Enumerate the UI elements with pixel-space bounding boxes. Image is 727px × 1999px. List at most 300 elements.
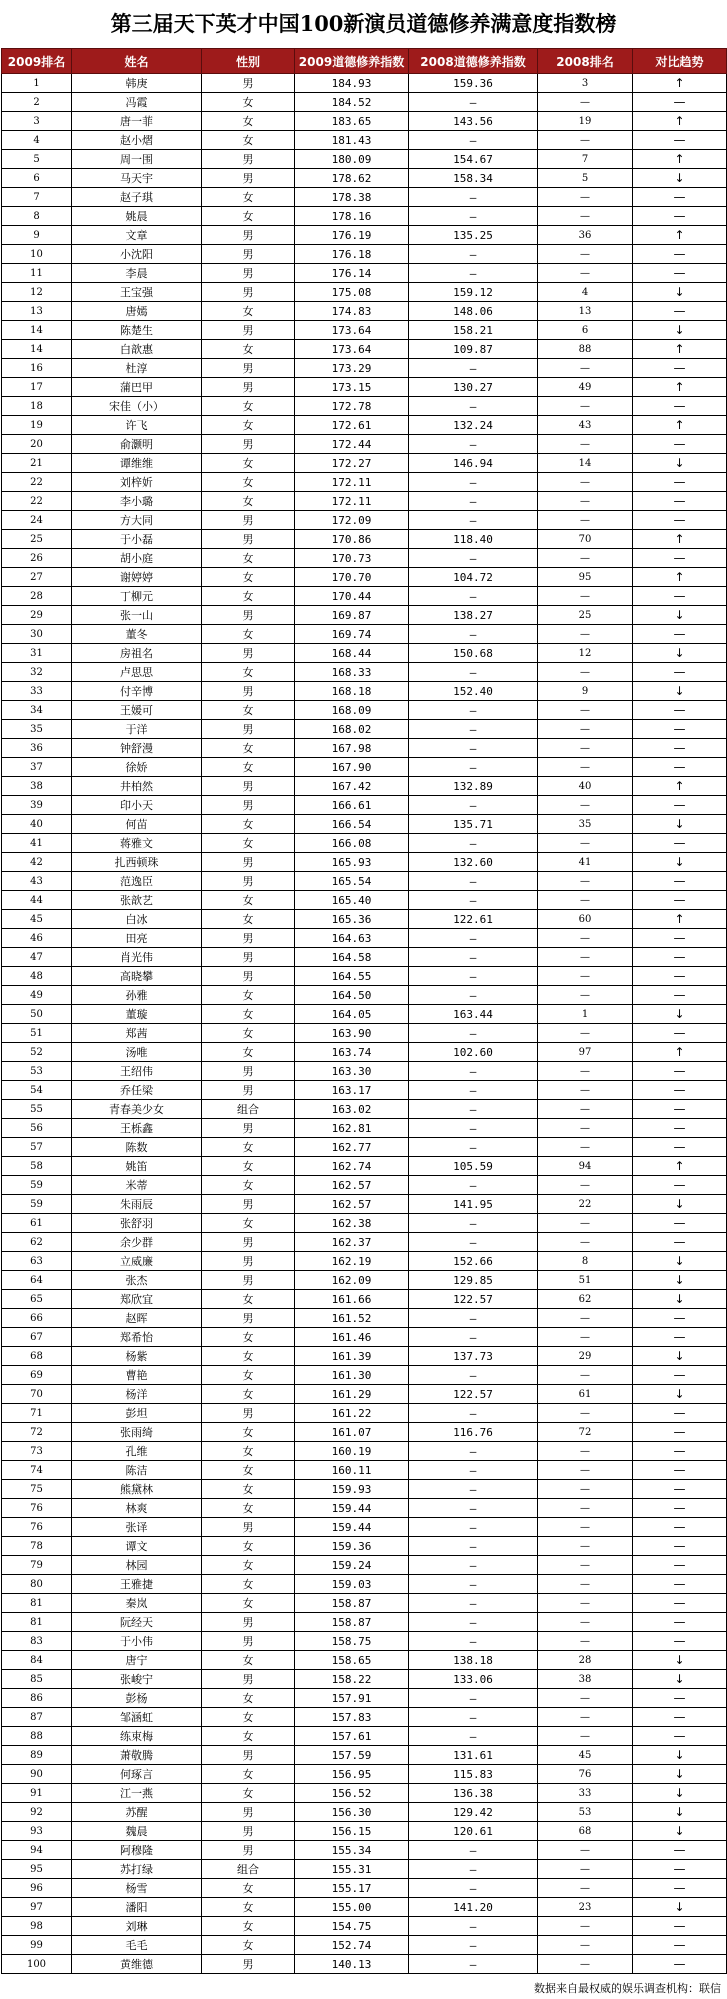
rank-2009-cell: 94 — [2, 1841, 72, 1860]
rank-2009-cell: 63 — [2, 1252, 72, 1271]
table-row — [2, 454, 727, 473]
table-row — [2, 834, 727, 853]
index-2009-cell: 162.81 — [295, 1119, 409, 1138]
rank-2009-cell: 24 — [2, 511, 72, 530]
index-2009-cell: 158.87 — [295, 1613, 409, 1632]
trend-cell: — — [633, 1119, 727, 1138]
name-cell: 张歆艺 — [72, 891, 202, 910]
index-2008-cell: — — [409, 245, 538, 264]
name-cell: 唐一菲 — [72, 112, 202, 131]
table-row — [2, 910, 727, 929]
table-row — [2, 1822, 727, 1841]
index-2009-cell: 156.95 — [295, 1765, 409, 1784]
index-2009-cell: 159.36 — [295, 1537, 409, 1556]
index-2008-cell: — — [409, 872, 538, 891]
gender-cell: 男 — [202, 1955, 295, 1974]
rank-2009-cell: 20 — [2, 435, 72, 454]
rank-2009-cell: 22 — [2, 473, 72, 492]
rank-2009-cell: 88 — [2, 1727, 72, 1746]
rank-2008-cell: 1 — [538, 1005, 633, 1024]
trend-cell: ↓ — [633, 1347, 727, 1366]
index-2008-cell: — — [409, 625, 538, 644]
index-2008-cell: — — [409, 1727, 538, 1746]
index-2008-cell: 115.83 — [409, 1765, 538, 1784]
table-row — [2, 1309, 727, 1328]
name-cell: 王媛可 — [72, 701, 202, 720]
rank-2008-cell: — — [538, 131, 633, 150]
index-2008-cell: 102.60 — [409, 1043, 538, 1062]
rank-2009-cell: 87 — [2, 1708, 72, 1727]
gender-cell: 女 — [202, 1290, 295, 1309]
index-2008-cell: — — [409, 264, 538, 283]
table-row — [2, 1024, 727, 1043]
name-cell: 郑茜 — [72, 1024, 202, 1043]
name-cell: 林爽 — [72, 1499, 202, 1518]
rank-2009-cell: 65 — [2, 1290, 72, 1309]
gender-cell: 男 — [202, 929, 295, 948]
trend-cell: ↓ — [633, 644, 727, 663]
gender-cell: 女 — [202, 1176, 295, 1195]
index-2009-cell: 161.29 — [295, 1385, 409, 1404]
trend-cell: — — [633, 435, 727, 454]
rank-2009-cell: 17 — [2, 378, 72, 397]
index-2008-cell: — — [409, 986, 538, 1005]
name-cell: 杨紫 — [72, 1347, 202, 1366]
table-row — [2, 606, 727, 625]
name-cell: 于洋 — [72, 720, 202, 739]
index-2008-cell: 138.18 — [409, 1651, 538, 1670]
table-row — [2, 473, 727, 492]
trend-cell: ↑ — [633, 530, 727, 549]
rank-2008-cell: — — [538, 1081, 633, 1100]
trend-cell: — — [633, 929, 727, 948]
table-row — [2, 796, 727, 815]
gender-cell: 男 — [202, 264, 295, 283]
rank-2009-cell: 96 — [2, 1879, 72, 1898]
index-2008-cell: 137.73 — [409, 1347, 538, 1366]
trend-cell: — — [633, 1689, 727, 1708]
rank-2008-cell: — — [538, 1594, 633, 1613]
name-cell: 杨雪 — [72, 1879, 202, 1898]
gender-cell: 女 — [202, 1347, 295, 1366]
page-title: 第三届天下英才中国100新演员道德修养满意度指数榜 — [110, 11, 617, 36]
trend-cell: — — [633, 1955, 727, 1974]
table-row — [2, 1594, 727, 1613]
trend-cell: — — [633, 796, 727, 815]
gender-cell: 男 — [202, 1233, 295, 1252]
rank-2009-cell: 6 — [2, 169, 72, 188]
header-index-2009: 2009道德修养指数 — [295, 49, 409, 74]
index-2008-cell: — — [409, 948, 538, 967]
name-cell: 萧敬腾 — [72, 1746, 202, 1765]
gender-cell: 女 — [202, 188, 295, 207]
rank-2009-cell: 67 — [2, 1328, 72, 1347]
index-2009-cell: 162.77 — [295, 1138, 409, 1157]
index-2008-cell: — — [409, 1328, 538, 1347]
rank-2008-cell: — — [538, 986, 633, 1005]
index-2009-cell: 155.17 — [295, 1879, 409, 1898]
gender-cell: 男 — [202, 1271, 295, 1290]
rank-2009-cell: 48 — [2, 967, 72, 986]
name-cell: 田亮 — [72, 929, 202, 948]
table-row — [2, 758, 727, 777]
index-2008-cell: — — [409, 1708, 538, 1727]
rank-2009-cell: 14 — [2, 340, 72, 359]
gender-cell: 男 — [202, 1841, 295, 1860]
index-2009-cell: 184.52 — [295, 93, 409, 112]
name-cell: 林园 — [72, 1556, 202, 1575]
index-2009-cell: 161.39 — [295, 1347, 409, 1366]
rank-2009-cell: 5 — [2, 150, 72, 169]
index-2008-cell: 159.12 — [409, 283, 538, 302]
table-row — [2, 1765, 727, 1784]
table-row — [2, 1005, 727, 1024]
rank-2009-cell: 33 — [2, 682, 72, 701]
gender-cell: 男 — [202, 853, 295, 872]
index-2009-cell: 156.52 — [295, 1784, 409, 1803]
gender-cell: 男 — [202, 359, 295, 378]
rank-2009-cell: 50 — [2, 1005, 72, 1024]
name-cell: 彭坦 — [72, 1404, 202, 1423]
table-row — [2, 1955, 727, 1974]
table-row — [2, 948, 727, 967]
rank-2008-cell: 14 — [538, 454, 633, 473]
table-row — [2, 1062, 727, 1081]
table-row — [2, 1480, 727, 1499]
rank-2009-cell: 74 — [2, 1461, 72, 1480]
rank-2008-cell: 61 — [538, 1385, 633, 1404]
table-row — [2, 1518, 727, 1537]
table-row — [2, 321, 727, 340]
gender-cell: 女 — [202, 986, 295, 1005]
index-2008-cell: — — [409, 663, 538, 682]
name-cell: 魏晨 — [72, 1822, 202, 1841]
rank-2008-cell: — — [538, 93, 633, 112]
index-2009-cell: 161.07 — [295, 1423, 409, 1442]
gender-cell: 女 — [202, 1708, 295, 1727]
header-trend: 对比趋势 — [633, 49, 727, 74]
table-row — [2, 1537, 727, 1556]
index-2009-cell: 156.30 — [295, 1803, 409, 1822]
index-2009-cell: 172.44 — [295, 435, 409, 454]
index-2009-cell: 161.52 — [295, 1309, 409, 1328]
rank-2009-cell: 55 — [2, 1100, 72, 1119]
table-row — [2, 739, 727, 758]
index-2009-cell: 159.44 — [295, 1499, 409, 1518]
gender-cell: 男 — [202, 1081, 295, 1100]
gender-cell: 女 — [202, 587, 295, 606]
rank-2009-cell: 75 — [2, 1480, 72, 1499]
table-row — [2, 891, 727, 910]
name-cell: 姚笛 — [72, 1157, 202, 1176]
table-row — [2, 1100, 727, 1119]
index-2008-cell: 135.71 — [409, 815, 538, 834]
rank-2008-cell: — — [538, 1062, 633, 1081]
table-row — [2, 1708, 727, 1727]
index-2008-cell: 158.21 — [409, 321, 538, 340]
rank-2008-cell: 53 — [538, 1803, 633, 1822]
trend-cell: — — [633, 1024, 727, 1043]
index-2009-cell: 162.57 — [295, 1195, 409, 1214]
name-cell: 徐娇 — [72, 758, 202, 777]
table-row — [2, 1879, 727, 1898]
name-cell: 张舒羽 — [72, 1214, 202, 1233]
table-row — [2, 1860, 727, 1879]
trend-cell: ↑ — [633, 568, 727, 587]
table-row — [2, 549, 727, 568]
index-2008-cell: 154.67 — [409, 150, 538, 169]
rank-2008-cell: 95 — [538, 568, 633, 587]
name-cell: 毛毛 — [72, 1936, 202, 1955]
name-cell: 青春美少女 — [72, 1100, 202, 1119]
trend-cell: ↓ — [633, 169, 727, 188]
gender-cell: 男 — [202, 1822, 295, 1841]
rank-2008-cell: 8 — [538, 1252, 633, 1271]
rank-2008-cell: — — [538, 188, 633, 207]
name-cell: 董冬 — [72, 625, 202, 644]
trend-cell: ↓ — [633, 853, 727, 872]
rank-2008-cell: 23 — [538, 1898, 633, 1917]
index-2009-cell: 174.83 — [295, 302, 409, 321]
table-row — [2, 1195, 727, 1214]
index-2009-cell: 167.42 — [295, 777, 409, 796]
index-2009-cell: 157.61 — [295, 1727, 409, 1746]
gender-cell: 女 — [202, 1765, 295, 1784]
index-2008-cell: 109.87 — [409, 340, 538, 359]
index-2009-cell: 163.30 — [295, 1062, 409, 1081]
rank-2009-cell: 16 — [2, 359, 72, 378]
index-2008-cell: 136.38 — [409, 1784, 538, 1803]
index-2009-cell: 158.75 — [295, 1632, 409, 1651]
gender-cell: 男 — [202, 1632, 295, 1651]
index-2008-cell: 133.06 — [409, 1670, 538, 1689]
rank-2009-cell: 9 — [2, 226, 72, 245]
index-2009-cell: 176.19 — [295, 226, 409, 245]
trend-cell: — — [633, 739, 727, 758]
name-cell: 文章 — [72, 226, 202, 245]
table-header — [2, 49, 727, 74]
index-2008-cell: — — [409, 93, 538, 112]
table-row — [2, 340, 727, 359]
index-2009-cell: 169.87 — [295, 606, 409, 625]
index-2008-cell: — — [409, 1499, 538, 1518]
trend-cell: ↓ — [633, 1784, 727, 1803]
index-2009-cell: 162.37 — [295, 1233, 409, 1252]
name-cell: 王栎鑫 — [72, 1119, 202, 1138]
index-2008-cell: — — [409, 739, 538, 758]
name-cell: 于小伟 — [72, 1632, 202, 1651]
table-row — [2, 188, 727, 207]
rank-2009-cell: 13 — [2, 302, 72, 321]
table-row — [2, 1556, 727, 1575]
table-row — [2, 1670, 727, 1689]
gender-cell: 女 — [202, 701, 295, 720]
gender-cell: 女 — [202, 1727, 295, 1746]
trend-cell: — — [633, 93, 727, 112]
header-gender: 性别 — [202, 49, 295, 74]
index-2008-cell: 122.57 — [409, 1290, 538, 1309]
gender-cell: 男 — [202, 872, 295, 891]
rank-2009-cell: 3 — [2, 112, 72, 131]
trend-cell: — — [633, 397, 727, 416]
table-row — [2, 777, 727, 796]
rank-2008-cell: — — [538, 1499, 633, 1518]
rank-2008-cell: 40 — [538, 777, 633, 796]
index-2008-cell: 150.68 — [409, 644, 538, 663]
index-2008-cell: 130.27 — [409, 378, 538, 397]
rank-2009-cell: 68 — [2, 1347, 72, 1366]
table-row — [2, 720, 727, 739]
gender-cell: 女 — [202, 1594, 295, 1613]
index-2008-cell: — — [409, 1366, 538, 1385]
rank-2009-cell: 76 — [2, 1518, 72, 1537]
trend-cell: — — [633, 1062, 727, 1081]
index-2009-cell: 157.83 — [295, 1708, 409, 1727]
index-2009-cell: 164.05 — [295, 1005, 409, 1024]
table-row — [2, 93, 727, 112]
gender-cell: 女 — [202, 910, 295, 929]
trend-cell: — — [633, 245, 727, 264]
rank-2009-cell: 91 — [2, 1784, 72, 1803]
index-2008-cell: 129.42 — [409, 1803, 538, 1822]
name-cell: 冯霞 — [72, 93, 202, 112]
gender-cell: 男 — [202, 720, 295, 739]
name-cell: 钟舒漫 — [72, 739, 202, 758]
trend-cell: — — [633, 758, 727, 777]
table-row — [2, 682, 727, 701]
name-cell: 陈楚生 — [72, 321, 202, 340]
rank-2008-cell: 22 — [538, 1195, 633, 1214]
rank-2009-cell: 64 — [2, 1271, 72, 1290]
trend-cell: — — [633, 492, 727, 511]
index-2008-cell: 104.72 — [409, 568, 538, 587]
name-cell: 赵晖 — [72, 1309, 202, 1328]
index-2008-cell: — — [409, 1119, 538, 1138]
trend-cell: — — [633, 720, 727, 739]
index-2008-cell: — — [409, 435, 538, 454]
index-2009-cell: 175.08 — [295, 283, 409, 302]
index-2008-cell: — — [409, 1024, 538, 1043]
trend-cell: — — [633, 1537, 727, 1556]
table-row — [2, 1461, 727, 1480]
table-row — [2, 815, 727, 834]
name-cell: 王绍伟 — [72, 1062, 202, 1081]
name-cell: 付辛博 — [72, 682, 202, 701]
rank-2008-cell: — — [538, 1556, 633, 1575]
rank-2008-cell: 97 — [538, 1043, 633, 1062]
index-2009-cell: 172.78 — [295, 397, 409, 416]
gender-cell: 男 — [202, 321, 295, 340]
name-cell: 杜淳 — [72, 359, 202, 378]
index-2009-cell: 164.50 — [295, 986, 409, 1005]
rank-2008-cell: 60 — [538, 910, 633, 929]
name-cell: 唐宁 — [72, 1651, 202, 1670]
trend-cell: ↓ — [633, 321, 727, 340]
rank-2008-cell: — — [538, 758, 633, 777]
trend-cell: — — [633, 891, 727, 910]
rank-2009-cell: 8 — [2, 207, 72, 226]
rank-2008-cell: — — [538, 1119, 633, 1138]
table-row — [2, 1271, 727, 1290]
name-cell: 孔维 — [72, 1442, 202, 1461]
index-2009-cell: 164.58 — [295, 948, 409, 967]
index-2009-cell: 176.18 — [295, 245, 409, 264]
rank-2009-cell: 59 — [2, 1195, 72, 1214]
table-row — [2, 207, 727, 226]
trend-cell: — — [633, 1613, 727, 1632]
rank-2009-cell: 92 — [2, 1803, 72, 1822]
name-cell: 杨洋 — [72, 1385, 202, 1404]
table-row — [2, 967, 727, 986]
trend-cell: — — [633, 587, 727, 606]
table-row — [2, 625, 727, 644]
rank-2008-cell: — — [538, 1442, 633, 1461]
index-2008-cell: — — [409, 1594, 538, 1613]
name-cell: 立威廉 — [72, 1252, 202, 1271]
index-2009-cell: 169.74 — [295, 625, 409, 644]
rank-2008-cell: 9 — [538, 682, 633, 701]
index-2008-cell: — — [409, 796, 538, 815]
index-2009-cell: 167.98 — [295, 739, 409, 758]
rank-2009-cell: 25 — [2, 530, 72, 549]
rank-2008-cell: — — [538, 948, 633, 967]
rank-2008-cell: — — [538, 1461, 633, 1480]
gender-cell: 女 — [202, 1024, 295, 1043]
index-2009-cell: 184.93 — [295, 74, 409, 93]
rank-2009-cell: 72 — [2, 1423, 72, 1442]
header-name: 姓名 — [72, 49, 202, 74]
gender-cell: 男 — [202, 1404, 295, 1423]
name-cell: 井柏然 — [72, 777, 202, 796]
trend-cell: — — [633, 1404, 727, 1423]
rank-2008-cell: — — [538, 720, 633, 739]
rank-2008-cell: — — [538, 435, 633, 454]
index-2009-cell: 168.18 — [295, 682, 409, 701]
trend-cell: ↓ — [633, 1898, 727, 1917]
rank-2009-cell: 56 — [2, 1119, 72, 1138]
name-cell: 唐嫣 — [72, 302, 202, 321]
index-2008-cell: — — [409, 492, 538, 511]
index-2009-cell: 163.90 — [295, 1024, 409, 1043]
table-row — [2, 1423, 727, 1442]
index-2009-cell: 172.09 — [295, 511, 409, 530]
name-cell: 印小天 — [72, 796, 202, 815]
name-cell: 乔任梁 — [72, 1081, 202, 1100]
table-row — [2, 511, 727, 530]
rank-2008-cell: — — [538, 1955, 633, 1974]
gender-cell: 女 — [202, 1651, 295, 1670]
rank-2008-cell: — — [538, 264, 633, 283]
trend-cell: — — [633, 948, 727, 967]
index-2008-cell: — — [409, 359, 538, 378]
gender-cell: 女 — [202, 549, 295, 568]
rank-2008-cell: 72 — [538, 1423, 633, 1442]
gender-cell: 男 — [202, 435, 295, 454]
gender-cell: 女 — [202, 1366, 295, 1385]
gender-cell: 女 — [202, 1879, 295, 1898]
index-2008-cell: — — [409, 1309, 538, 1328]
name-cell: 练束梅 — [72, 1727, 202, 1746]
rank-2009-cell: 44 — [2, 891, 72, 910]
trend-cell: ↑ — [633, 1043, 727, 1062]
rank-2008-cell: — — [538, 701, 633, 720]
gender-cell: 组合 — [202, 1860, 295, 1879]
rank-2009-cell: 71 — [2, 1404, 72, 1423]
rank-2008-cell: 62 — [538, 1290, 633, 1309]
gender-cell: 男 — [202, 245, 295, 264]
index-2009-cell: 164.55 — [295, 967, 409, 986]
trend-cell: ↓ — [633, 1670, 727, 1689]
